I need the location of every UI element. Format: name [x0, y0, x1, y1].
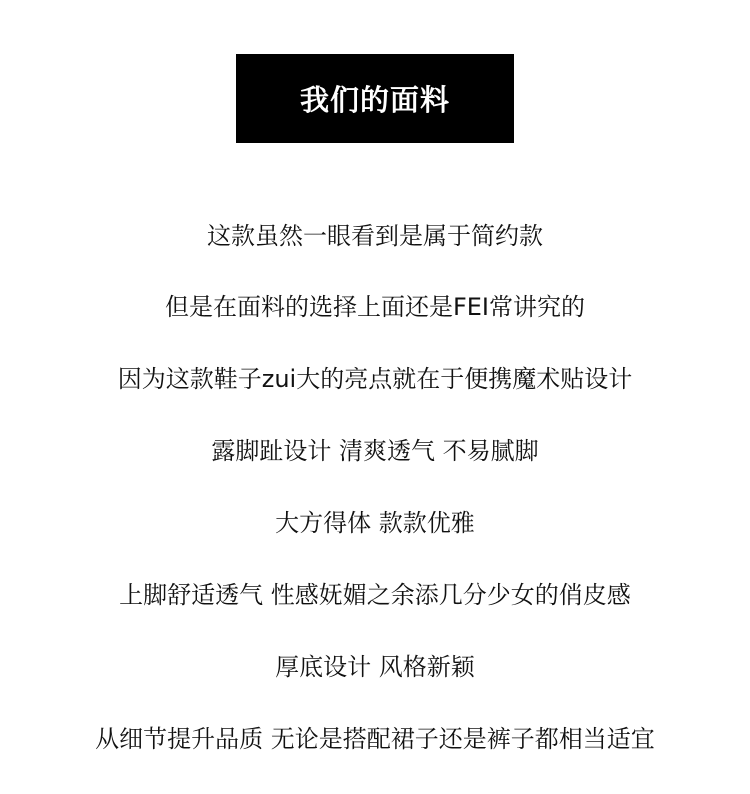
- description-line-7: 厚底设计 风格新颖: [275, 653, 475, 681]
- description-line-6: 上脚舒适透气 性感妩媚之余添几分少女的俏皮感: [119, 581, 631, 609]
- description-line-5: 大方得体 款款优雅: [275, 509, 475, 537]
- description-line-8: 从细节提升品质 无论是搭配裙子还是裤子都相当适宜: [95, 725, 655, 753]
- description-line-3: 因为这款鞋子zui大的亮点就在于便携魔术贴设计: [117, 365, 633, 393]
- description-line-1: 这款虽然一眼看到是属于简约款: [207, 222, 543, 250]
- description-line-2: 但是在面料的选择上面还是FEI常讲究的: [164, 293, 586, 321]
- description-line-4: 露脚趾设计 清爽透气 不易腻脚: [211, 437, 539, 465]
- page-title: 我们的面料: [299, 83, 450, 117]
